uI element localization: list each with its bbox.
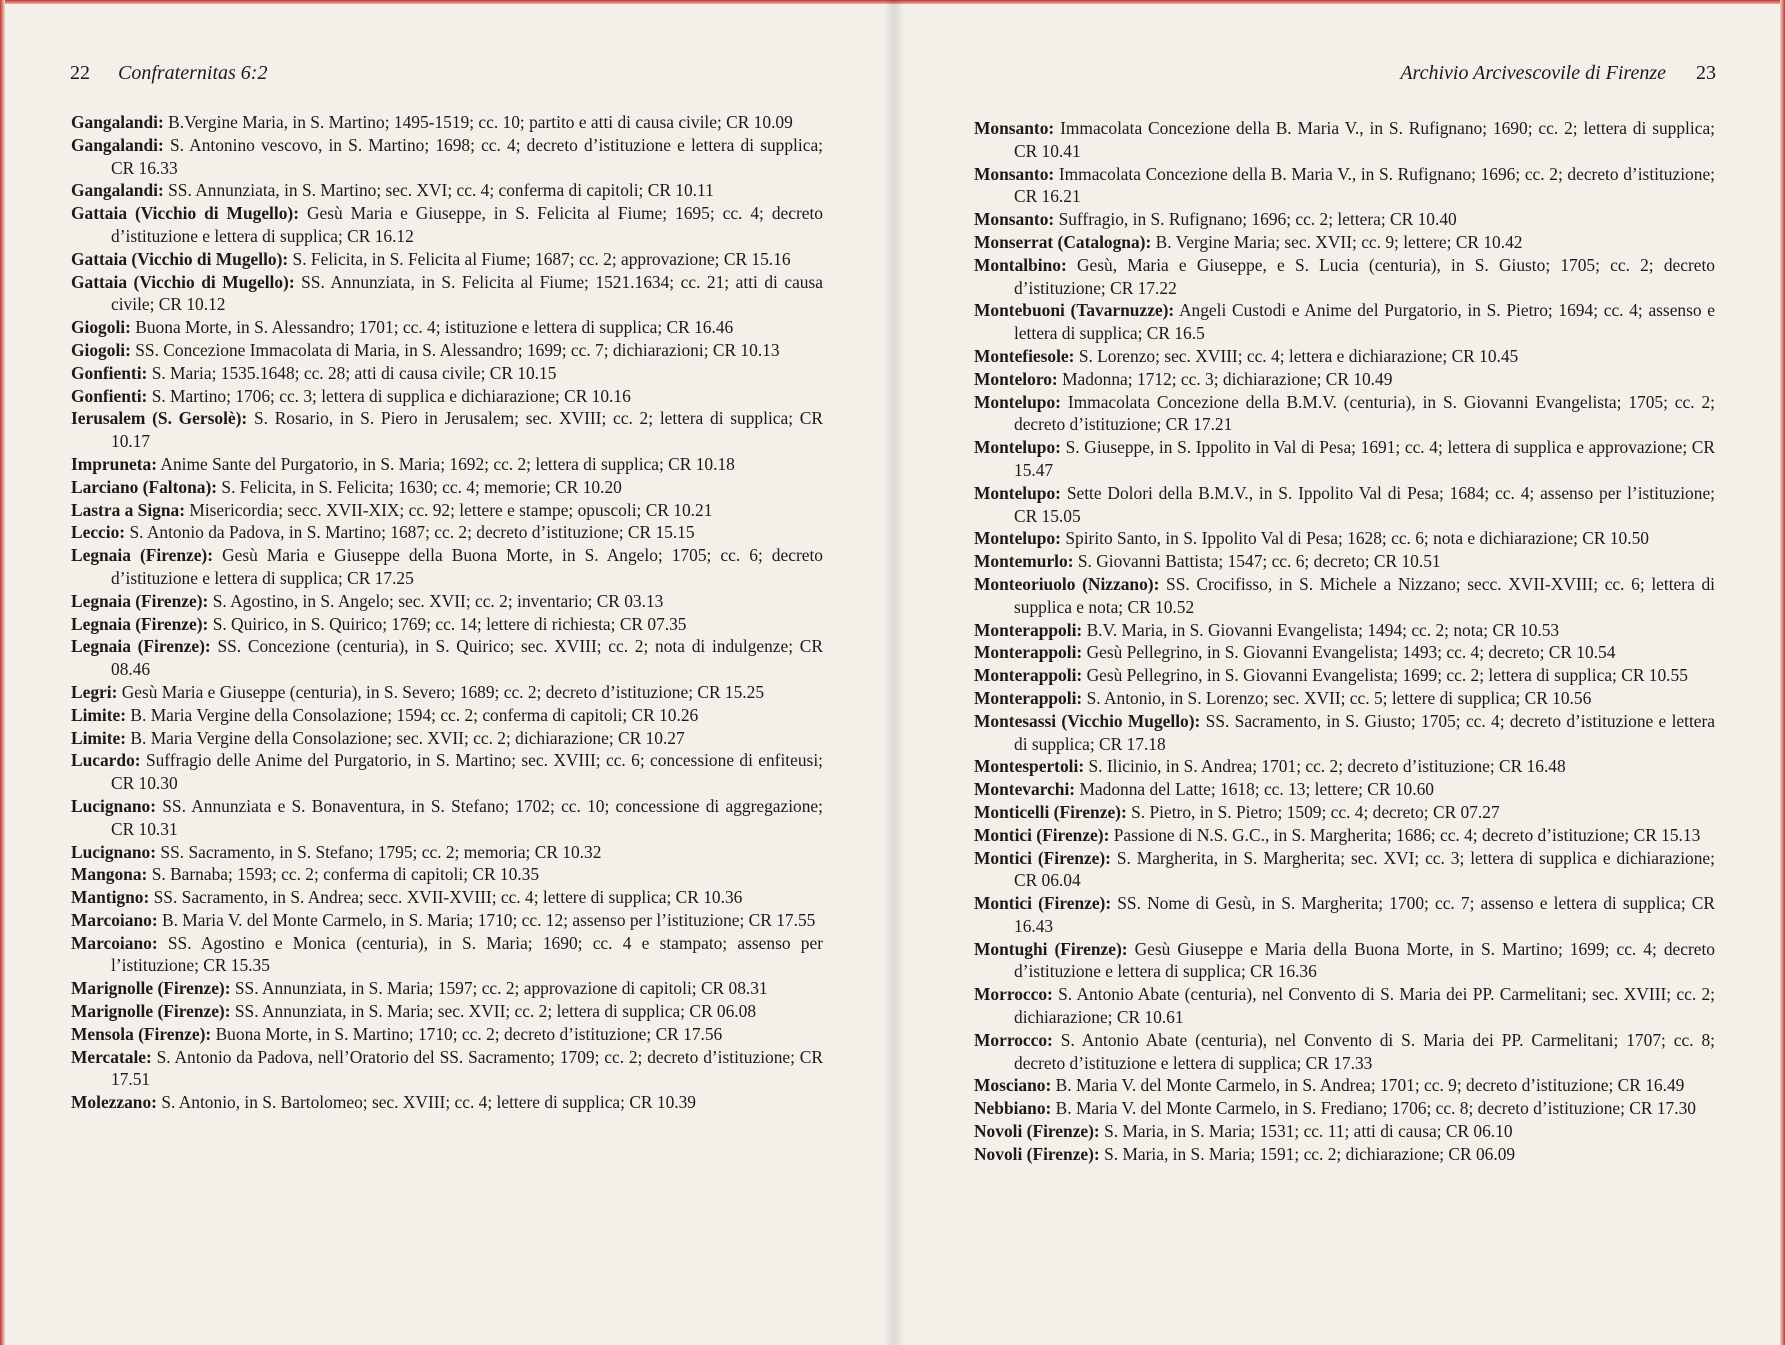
left-page-header (70, 62, 267, 85)
entry-description: Buona Morte, in S. Alessandro; 1701; cc. 4; istituzione e lettera di supplica; CR 16.46 (135, 317, 734, 338)
entry-place: Leccio: (71, 522, 126, 543)
entry-place: Montevarchi: (974, 779, 1076, 800)
index-entry (71, 886, 823, 909)
entry-place: Legnaia (Firenze): (71, 545, 214, 566)
entry-place: Montespertoli: (974, 756, 1085, 777)
entry-description: B. Maria V. del Monte Carmelo, in S. Frediano; 1706; cc. 8; decreto d’istituzione; CR 17.30 (1055, 1098, 1696, 1119)
entry-description: Spirito Santo, in S. Ippolito Val di Pesa; 1628; cc. 6; nota e dichiarazione; CR 10.50 (1065, 528, 1649, 549)
entry-place: Marignolle (Firenze): (71, 1001, 231, 1022)
entry-description: Immacolata Concezione della B. Maria V., in S. Rufignano; 1696; cc. 2; decreto d’istituzione; CR 16.21 (1014, 163, 1715, 207)
entry-place: Mangona: (71, 864, 148, 885)
index-entry (71, 271, 823, 317)
entry-description: S. Ilicinio, in S. Andrea; 1701; cc. 2; decreto d’istituzione; CR 16.48 (1088, 756, 1566, 777)
index-entry (71, 1091, 823, 1114)
index-entry (974, 801, 1715, 824)
index-entry (974, 550, 1715, 573)
entry-description: Angeli Custodi e Anime del Purgatorio, in S. Pietro; 1694; cc. 4; assenso e lettera di supplica; CR 16.5 (1014, 300, 1715, 344)
right-running-title: Archivio Arcivescovile di Firenze (1400, 62, 1666, 84)
entry-place: Gattaia (Vicchio di Mugello): (71, 248, 289, 269)
entry-place: Monteoriuolo (Nizzano): (974, 573, 1160, 594)
entry-place: Monsanto: (974, 118, 1055, 138)
index-entry (974, 641, 1715, 664)
index-entry (71, 590, 823, 613)
entry-description: SS. Sacramento, in S. Giusto; 1705; cc. 4; decreto d’istituzione e lettera di supplica; CR 17.18 (1014, 710, 1716, 754)
entry-place: Limite: (71, 727, 127, 748)
entry-description: S. Antonio Abate (centuria), nel Convento di S. Maria dei PP. Carmelitani; sec. XVIII; cc. 2; dichiarazione; CR 10.61 (1014, 984, 1715, 1028)
entry-description: S. Giuseppe, in S. Ippolito in Val di Pesa; 1691; cc. 4; lettera di supplica e approvazione; CR 15.47 (1014, 437, 1715, 480)
entry-place: Marignolle (Firenze): (71, 978, 231, 999)
entry-description: SS. Annunziata, in S. Maria; sec. XVII; cc. 2; lettera di supplica; CR 06.08 (234, 1001, 757, 1022)
entry-place: Montefiesole: (974, 345, 1075, 366)
entry-description: S. Lorenzo; sec. XVIII; cc. 4; lettera e dichiarazione; CR 10.45 (1078, 345, 1519, 366)
index-entry (71, 111, 823, 134)
index-entry (974, 391, 1715, 437)
entry-place: Lastra a Signa: (71, 499, 186, 520)
entry-place: Gangalandi: (71, 134, 164, 155)
entry-description: Immacolata Concezione della B.M.V. (centuria), in S. Giovanni Evangelista; 1705; cc. 2; decreto d’istituzione; CR 17.21 (1014, 391, 1715, 435)
right-page (892, 0, 1785, 1345)
index-entry (71, 179, 823, 202)
index-entry (71, 476, 823, 499)
entry-place: Monterappoli: (974, 687, 1083, 708)
entry-description: S. Martino; 1706; cc. 3; lettera di supplica e dichiarazione; CR 10.16 (151, 385, 631, 406)
entry-place: Lucardo: (71, 750, 141, 771)
entry-description: S. Barnaba; 1593; cc. 2; conferma di capitoli; CR 10.35 (151, 864, 540, 885)
entry-description: Madonna; 1712; cc. 3; dichiarazione; CR 10.49 (1062, 368, 1393, 389)
entry-place: Molezzano: (71, 1092, 157, 1113)
entry-place: Monterappoli: (974, 642, 1083, 663)
entry-place: Montalbino: (974, 254, 1067, 275)
entry-description: SS. Annunziata, in S. Felicita al Fiume; 1521.1634; cc. 21; atti di causa civile; CR 10.12 (111, 271, 823, 315)
index-entry (974, 482, 1715, 528)
index-entry (974, 983, 1715, 1029)
index-entry (974, 527, 1715, 550)
entry-description: S. Felicita, in S. Felicita; 1630; cc. 4; memorie; CR 10.20 (221, 476, 622, 497)
entry-description: S. Felicita, in S. Felicita al Fiume; 1687; cc. 2; approvazione; CR 15.16 (292, 248, 791, 269)
entry-description: Gesù Giuseppe e Maria della Buona Morte, in S. Martino; 1699; cc. 4; decreto d’istituzione e lettera di supplica; CR 16.36 (1014, 938, 1716, 982)
entry-description: B.Vergine Maria, in S. Martino; 1495-1519; cc. 10; partito e atti di causa civile; CR 10.09 (168, 112, 793, 132)
index-entry (71, 909, 823, 932)
entry-place: Monterappoli: (974, 665, 1083, 686)
entry-place: Gonfienti: (71, 362, 148, 383)
entry-description: Gesù Pellegrino, in S. Giovanni Evangelista; 1493; cc. 4; decreto; CR 10.54 (1086, 642, 1616, 663)
index-entry (71, 134, 823, 180)
index-entry (71, 499, 823, 522)
entry-description: S. Quirico, in S. Quirico; 1769; cc. 14; lettere di richiesta; CR 07.35 (212, 613, 687, 634)
entry-description: S. Antonio da Padova, nell’Oratorio del SS. Sacramento; 1709; cc. 2; decreto d’istituzione; CR 17.51 (111, 1046, 823, 1090)
index-entry (71, 841, 823, 864)
entry-description: Gesù Maria e Giuseppe, in S. Felicita al Fiume; 1695; cc. 4; decreto d’istituzione e lettera di supplica; CR 16.12 (111, 203, 823, 246)
entry-place: Legri: (71, 681, 118, 702)
entry-place: Montesassi (Vicchio Mugello): (974, 710, 1201, 731)
entry-description: S. Giovanni Battista; 1547; cc. 6; decreto; CR 10.51 (1077, 551, 1441, 572)
entry-description: B. Maria Vergine della Consolazione; sec. XVII; cc. 2; dichiarazione; CR 10.27 (130, 727, 685, 748)
right-page-number: 23 (1696, 62, 1716, 84)
entry-description: S. Antonino vescovo, in S. Martino; 1698; cc. 4; decreto d’istituzione e lettera di supplica; CR 16.33 (111, 134, 823, 178)
entry-description: Anime Sante del Purgatorio, in S. Maria; 1692; cc. 2; lettera di supplica; CR 10.18 (160, 453, 735, 474)
index-entry (71, 727, 823, 750)
index-entry (71, 863, 823, 886)
entry-description: Gesù Maria e Giuseppe della Buona Morte, in S. Angelo; 1705; cc. 6; decreto d’istituzione e lettera di supplica; CR 17.25 (111, 545, 823, 588)
entry-place: Mercatale: (71, 1046, 152, 1067)
index-entry (974, 299, 1715, 345)
entry-place: Legnaia (Firenze): (71, 636, 211, 657)
index-entry (974, 208, 1715, 231)
entry-place: Morrocco: (974, 1029, 1053, 1050)
entry-place: Montelupo: (974, 528, 1061, 549)
entry-description: SS. Concezione (centuria), in S. Quirico; sec. XVIII; cc. 2; nota di indulgenze; CR 08.46 (111, 636, 823, 680)
entry-description: Buona Morte, in S. Martino; 1710; cc. 2; decreto d’istituzione; CR 17.56 (215, 1023, 723, 1044)
index-entry (71, 362, 823, 385)
entry-place: Giogoli: (71, 317, 131, 338)
index-entry (974, 1097, 1715, 1120)
entry-place: Gonfienti: (71, 385, 148, 406)
entry-description: S. Maria; 1535.1648; cc. 28; atti di causa civile; CR 10.15 (151, 362, 557, 383)
entry-description: B. Maria V. del Monte Carmelo, in S. Andrea; 1701; cc. 9; decreto d’istituzione; CR 16.49 (1055, 1075, 1685, 1096)
entry-place: Monserrat (Catalogna): (974, 231, 1152, 252)
entry-place: Gattaia (Vicchio di Mugello): (71, 203, 299, 224)
entry-description: SS. Annunziata, in S. Maria; 1597; cc. 2; approvazione di capitoli; CR 08.31 (234, 978, 768, 999)
entry-place: Marcoiano: (71, 909, 158, 930)
entry-description: Gesù Maria e Giuseppe (centuria), in S. Severo; 1689; cc. 2; decreto d’istituzione; CR 15.25 (121, 681, 765, 702)
entry-description: S. Antonio, in S. Lorenzo; sec. XVII; cc. 5; lettere di supplica; CR 10.56 (1086, 687, 1592, 708)
entry-description: SS. Agostino e Monica (centuria), in S. Maria; 1690; cc. 4 e stampato; assenso per l’istituzione; CR 15.35 (111, 932, 823, 976)
index-entry (71, 202, 823, 248)
entry-place: Ierusalem (S. Gersolè): (71, 408, 248, 429)
entry-description: B.V. Maria, in S. Giovanni Evangelista; 1494; cc. 2; nota; CR 10.53 (1086, 619, 1560, 640)
entry-description: Gesù, Maria e Giuseppe, e S. Lucia (centuria), in S. Giusto; 1705; cc. 2; decreto d’istituzione; CR 17.22 (1014, 254, 1715, 298)
index-entry (71, 681, 823, 704)
entry-description: S. Agostino, in S. Angelo; sec. XVII; cc. 2; inventario; CR 03.13 (212, 590, 664, 611)
entry-description: Sette Dolori della B.M.V., in S. Ippolito Val di Pesa; 1684; cc. 4; assenso per l’istituzione; CR 15.05 (1014, 482, 1715, 526)
entry-description: S. Margherita, in S. Margherita; sec. XVI; cc. 3; lettera di supplica e dichiarazione; CR 06.04 (1014, 847, 1715, 891)
index-entry (71, 453, 823, 476)
entry-description: Misericordia; secc. XVII-XIX; cc. 92; lettere e stampe; opuscoli; CR 10.21 (189, 499, 713, 520)
index-entry (71, 795, 823, 841)
entry-description: S. Maria, in S. Maria; 1591; cc. 2; dichiarazione; CR 06.09 (1104, 1143, 1516, 1164)
index-entry (974, 938, 1715, 984)
index-entry (71, 385, 823, 408)
index-entry (974, 1029, 1715, 1075)
entry-description: SS. Nome di Gesù, in S. Margherita; 1700; cc. 7; assenso e lettera di supplica; CR 16.43 (1014, 893, 1715, 936)
entry-description: SS. Concezione Immacolata di Maria, in S. Alessandro; 1699; cc. 7; dichiarazioni; CR 10.13 (135, 339, 780, 360)
index-entry (71, 339, 823, 362)
index-entry (974, 664, 1715, 687)
index-entry (974, 1120, 1715, 1143)
entry-description: B. Maria V. del Monte Carmelo, in S. Maria; 1710; cc. 12; assenso per l’istituzione; CR 17.55 (161, 909, 816, 930)
entry-description: SS. Annunziata e S. Bonaventura, in S. Stefano; 1702; cc. 10; concessione di aggregazione; CR 10.31 (111, 795, 823, 839)
index-entry (974, 231, 1715, 254)
right-page-header (1382, 62, 1716, 85)
entry-place: Montici (Firenze): (974, 847, 1111, 868)
index-entry (71, 749, 823, 795)
entry-description: S. Maria, in S. Maria; 1531; cc. 11; atti di causa; CR 06.10 (1104, 1121, 1513, 1142)
index-entry (71, 704, 823, 727)
left-entry-list (71, 111, 823, 1114)
entry-place: Mosciano: (974, 1075, 1052, 1096)
entry-place: Novoli (Firenze): (974, 1143, 1100, 1164)
index-entry (71, 1000, 823, 1023)
entry-description: S. Rosario, in S. Piero in Jerusalem; sec. XVIII; cc. 2; lettera di supplica; CR 10.17 (111, 408, 823, 452)
index-entry (71, 407, 823, 453)
entry-place: Larciano (Faltona): (71, 476, 218, 497)
index-entry (974, 368, 1715, 391)
right-entry-list (974, 117, 1715, 1166)
entry-place: Novoli (Firenze): (974, 1121, 1100, 1142)
entry-place: Legnaia (Firenze): (71, 613, 209, 634)
entry-place: Montemurlo: (974, 551, 1074, 572)
entry-place: Lucignano: (71, 795, 157, 816)
index-entry (974, 436, 1715, 482)
entry-place: Montici (Firenze): (974, 824, 1110, 845)
entry-place: Legnaia (Firenze): (71, 590, 209, 611)
entry-description: Madonna del Latte; 1618; cc. 13; lettere; CR 10.60 (1079, 779, 1434, 800)
entry-description: Suffragio delle Anime del Purgatorio, in S. Martino; sec. XVIII; cc. 6; concessione di enfiteusi; CR 10.30 (111, 750, 823, 794)
index-entry (71, 248, 823, 271)
entry-description: S. Pietro, in S. Pietro; 1509; cc. 4; decreto; CR 07.27 (1131, 801, 1500, 822)
entry-place: Montelupo: (974, 391, 1061, 412)
entry-place: Montebuoni (Tavarnuzze): (974, 300, 1175, 321)
index-entry (974, 254, 1715, 300)
index-entry (71, 932, 823, 978)
entry-description: Immacolata Concezione della B. Maria V., in S. Rufignano; 1690; cc. 2; lettera di supplica; CR 10.41 (1014, 118, 1715, 161)
entry-description: S. Antonio da Padova, in S. Martino; 1687; cc. 2; decreto d’istituzione; CR 15.15 (129, 522, 695, 543)
entry-place: Gangalandi: (71, 112, 164, 132)
left-page (0, 0, 892, 1345)
index-entry (974, 710, 1715, 756)
entry-place: Morrocco: (974, 984, 1053, 1005)
index-entry (974, 619, 1715, 642)
index-entry (974, 163, 1715, 209)
index-entry (974, 687, 1715, 710)
entry-place: Monticelli (Firenze): (974, 801, 1127, 822)
index-entry (974, 345, 1715, 368)
index-entry (974, 1143, 1715, 1166)
entry-place: Limite: (71, 704, 127, 725)
entry-place: Lucignano: (71, 841, 157, 862)
index-entry (71, 613, 823, 636)
entry-description: Gesù Pellegrino, in S. Giovanni Evangelista; 1699; cc. 2; lettera di supplica; CR 10.55 (1086, 665, 1688, 686)
entry-place: Monteloro: (974, 368, 1058, 389)
index-entry (71, 635, 823, 681)
entry-place: Montelupo: (974, 482, 1061, 503)
entry-place: Nebbiano: (974, 1098, 1052, 1119)
index-entry (71, 977, 823, 1000)
entry-place: Monsanto: (974, 209, 1055, 230)
entry-place: Giogoli: (71, 339, 131, 360)
entry-description: SS. Sacramento, in S. Stefano; 1795; cc. 2; memoria; CR 10.32 (160, 841, 602, 862)
entry-place: Montici (Firenze): (974, 893, 1112, 914)
entry-place: Montughi (Firenze): (974, 938, 1128, 959)
entry-place: Montelupo: (974, 437, 1061, 458)
entry-place: Impruneta: (71, 453, 157, 474)
entry-description: SS. Sacramento, in S. Andrea; secc. XVII-XVIII; cc. 4; lettere di supplica; CR 10.36 (153, 887, 743, 908)
entry-description: B. Maria Vergine della Consolazione; 1594; cc. 2; conferma di capitoli; CR 10.26 (130, 704, 699, 725)
index-entry (71, 1046, 823, 1092)
index-entry (974, 117, 1715, 163)
entry-place: Marcoiano: (71, 932, 158, 953)
index-entry (71, 521, 823, 544)
index-entry (974, 824, 1715, 847)
index-entry (974, 892, 1715, 938)
left-page-number: 22 (70, 62, 90, 84)
entry-place: Gattaia (Vicchio di Mugello): (71, 271, 295, 292)
index-entry (974, 847, 1715, 893)
index-entry (974, 755, 1715, 778)
entry-place: Gangalandi: (71, 180, 164, 201)
index-entry (71, 544, 823, 590)
entry-description: SS. Crocifisso, in S. Michele a Nizzano; secc. XVII-XVIII; cc. 6; lettera di supplica e nota; CR 10.52 (1014, 573, 1715, 617)
index-entry (71, 1023, 823, 1046)
entry-description: SS. Annunziata, in S. Martino; sec. XVI; cc. 4; conferma di capitoli; CR 10.11 (168, 180, 714, 201)
entry-place: Monterappoli: (974, 619, 1083, 640)
entry-description: Passione di N.S. G.C., in S. Margherita; 1686; cc. 4; decreto d’istituzione; CR 15.13 (1113, 824, 1701, 845)
entry-description: S. Antonio Abate (centuria), nel Convento di S. Maria dei PP. Carmelitani; 1707; cc. 8; decreto d’istituzione e lettera di supplica; CR 17.33 (1014, 1029, 1715, 1073)
entry-description: B. Vergine Maria; sec. XVII; cc. 9; lettere; CR 10.42 (1155, 231, 1523, 252)
entry-place: Monsanto: (974, 163, 1055, 184)
entry-place: Mensola (Firenze): (71, 1023, 212, 1044)
index-entry (974, 1074, 1715, 1097)
entry-description: Suffragio, in S. Rufignano; 1696; cc. 2; lettera; CR 10.40 (1058, 209, 1457, 230)
index-entry (974, 778, 1715, 801)
entry-place: Mantigno: (71, 887, 150, 908)
index-entry (974, 573, 1715, 619)
index-entry (71, 316, 823, 339)
left-running-title: Confraternitas 6:2 (118, 62, 268, 84)
entry-description: S. Antonio, in S. Bartolomeo; sec. XVIII; cc. 4; lettere di supplica; CR 10.39 (161, 1092, 696, 1113)
